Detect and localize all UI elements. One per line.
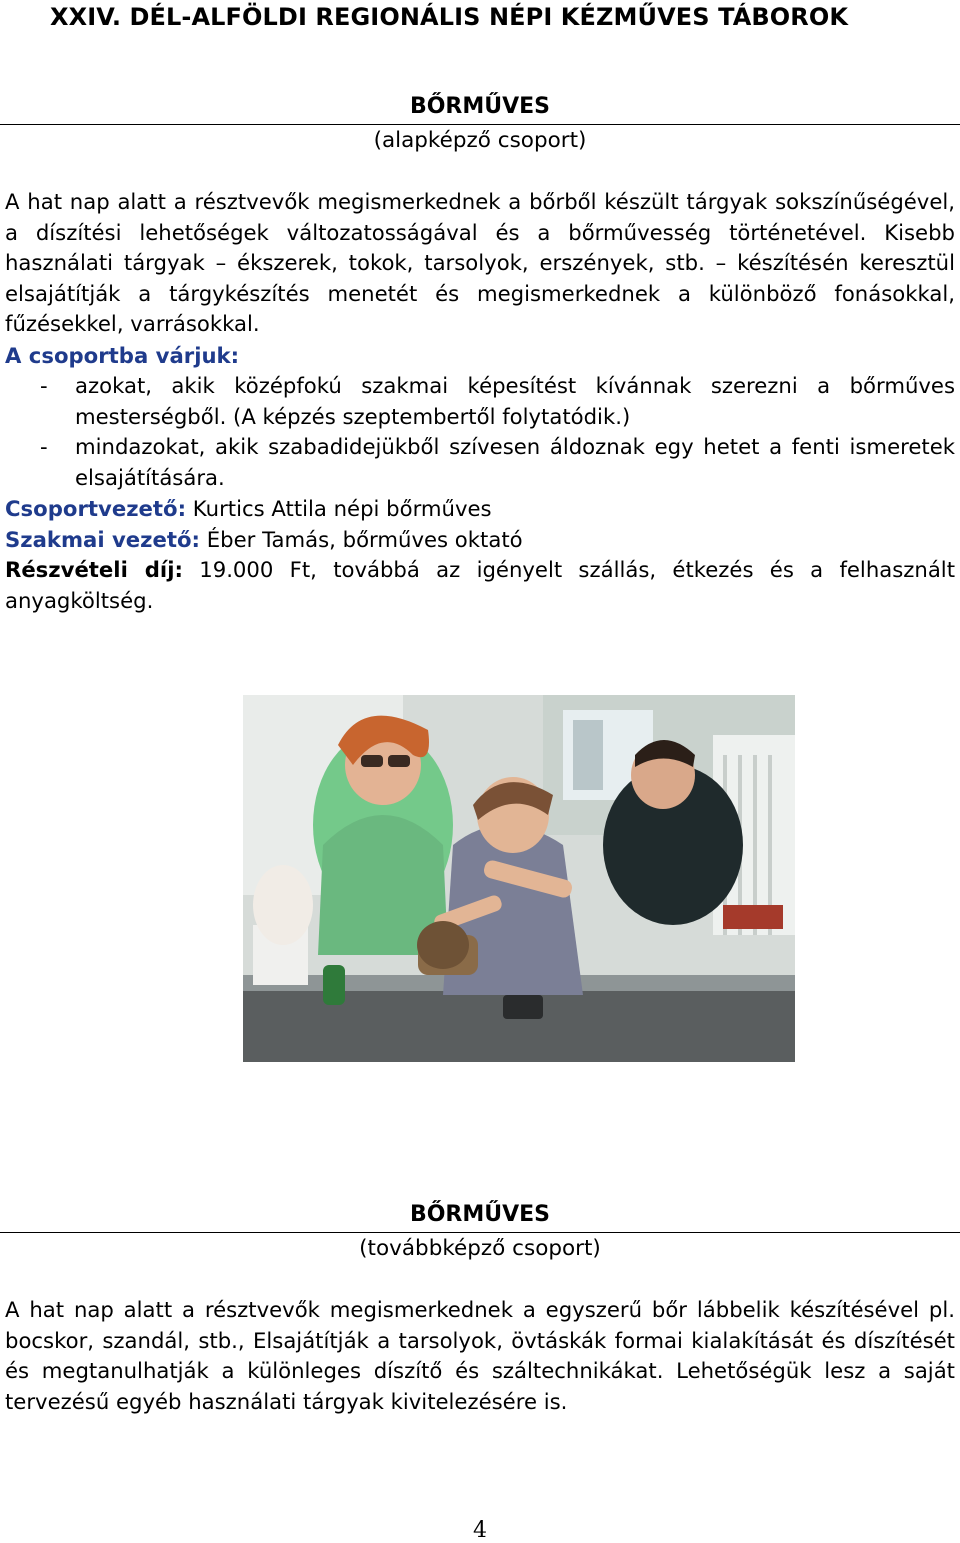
list-item <box>0 432 960 493</box>
group-leader-label: Csoportvezető: <box>5 496 187 522</box>
page-number: 4 <box>473 1518 487 1543</box>
professional-leader-label: Szakmai vezető: <box>5 527 201 553</box>
group-label-text: A csoportba várjuk: <box>5 342 240 368</box>
list-item-text: mindazokat, akik szabadidejükből szívesen áldoznak egy hetet a fenti ismeretek elsajátítására. <box>75 434 955 490</box>
target-list <box>0 371 960 493</box>
section-subtitle: (alapképző csoport) <box>373 128 587 153</box>
workshop-photo-drawing <box>243 695 795 1062</box>
page-header-title: XXIV. DÉL-ALFÖLDI REGIONÁLIS NÉPI KÉZMŰVES TÁBOROK <box>50 3 849 31</box>
section-alapkepzo <box>0 92 960 617</box>
section-description: A hat nap alatt a résztvevők megismerkednek a bőrből készült tárgyak sokszínűségével, a díszítési lehetőségek változatosságával és a bőrművesség történetével. Kisebb használati tárgyak – ékszerek, tokok, tarsolyok, erszények, stb. – készítésén keresztül elsajátítják a tárgykészítés menetét és megismerkednek a különböző fonásokkal, fűzésekkel, varrásokkal. <box>5 189 955 337</box>
section-description: A hat nap alatt a résztvevők megismerkednek a egyszerű bőr lábbelik készítésével pl. bocskor, szandál, stb., Elsajátítják a tarsolyok, övtáskák formai kialakítását és díszítését és megtanulhatják a különleges díszítő és száltechnikákat. Lehetőségük lesz a saját tervezésű egyéb használati tárgyak kivitelezésére is. <box>5 1297 955 1414</box>
fee-value: 19.000 Ft, továbbá az igényelt szállás, étkezés és a felhasznált anyagköltség. <box>5 557 955 613</box>
section-subtitle: (továbbképző csoport) <box>359 1236 601 1261</box>
fee-label: Részvételi díj: <box>5 557 183 583</box>
list-dash: - <box>40 372 48 398</box>
list-item <box>0 371 960 432</box>
list-dash: - <box>40 434 48 460</box>
section-tovabbkepzo <box>0 1200 960 1417</box>
fee-line <box>0 555 960 616</box>
group-leader-value: Kurtics Attila népi bőrműves <box>186 496 492 522</box>
group-leader-line <box>0 493 960 524</box>
section-title: BŐRMŰVES <box>409 94 551 119</box>
professional-leader-value: Éber Tamás, bőrműves oktató <box>200 527 523 553</box>
professional-leader-line <box>0 524 960 555</box>
section-title: BŐRMŰVES <box>409 1202 551 1227</box>
list-item-text: azokat, akik középfokú szakmai képesítést kívánnak szerezni a bőrműves mesterségből. (A képzés szeptembertől folytatódik.) <box>75 372 955 429</box>
group-label <box>0 340 960 371</box>
workshop-photo <box>243 695 795 1062</box>
